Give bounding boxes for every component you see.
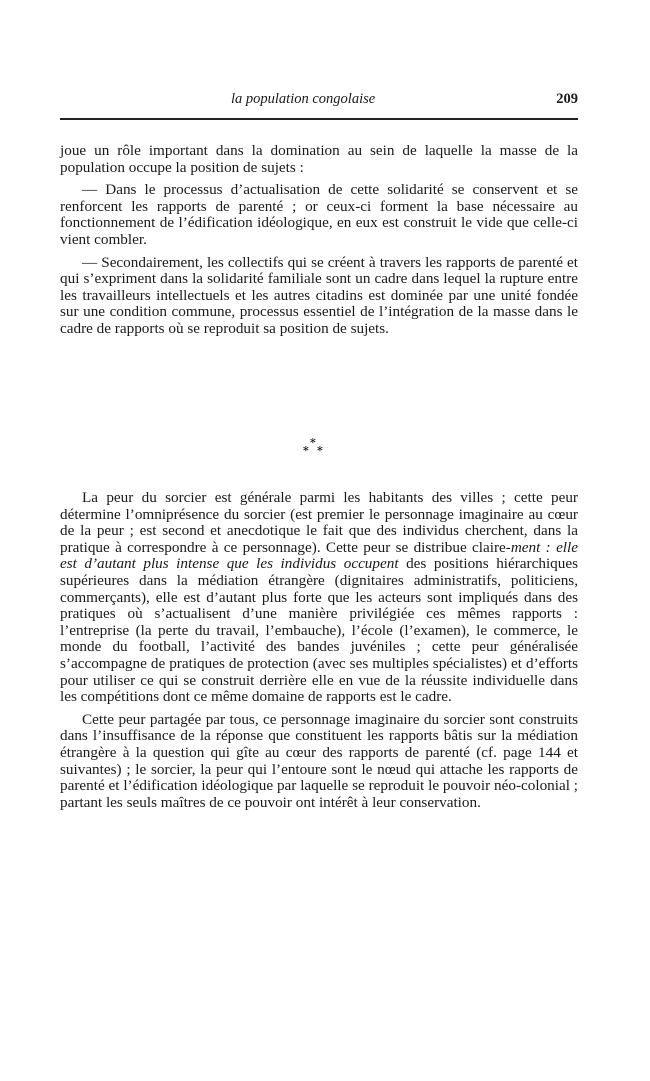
asterisk-icon: * <box>317 444 323 457</box>
paragraph-dash-1: — Dans le processus d’actualisation de cette solidarité se conservent et se renforcent les rapports de parenté ; or ceux-ci forment la base nécessaire au fonctionnement de l’édification idéologique, en eux est construit le vide que celle-ci vient combler. <box>60 181 578 248</box>
paragraph-sorcier-fear <box>60 490 578 706</box>
paragraph-text: La peur du sorcier est générale parmi les habitants des villes ; cette peur détermine l’omniprésence du sorcier (est premier le personnage imaginaire au cœur de la peur ; est second et anecdotique le fait que des individus cherchent, dans la pratique à correspondre à ce personnage). Cette peur se distribue claire- <box>60 489 578 556</box>
asterisk-icon: * <box>303 444 309 457</box>
section-separator-asterism <box>298 435 338 465</box>
italic-emphasis: ment : elle est d’autant plus intense que les individus occupent <box>60 538 578 573</box>
header-rule <box>60 118 578 120</box>
running-title: la population congolaise <box>231 91 376 107</box>
paragraph-dash-2: — Secondairement, les collectifs qui se créent à travers les rapports de parenté et qui s’expriment dans la solidarité familiale sont un cadre dans lequel la rupture entre les travailleurs intellectuels et les autres citadins est dominée par une unité fondée sur une condition commune, processus essentiel de l’intégration de la masse dans le cadre de rapports où se reproduit sa position de sujets. <box>60 253 578 337</box>
paragraph-shared-fear: Cette peur partagée par tous, ce personnage imaginaire du sorcier sont construits dans l’insuffisance de la réponse que constituent les rapports bâtis sur la médiation étrangère à la question qui gîte au cœur des rapports de parenté (cf. page 144 et suivantes) ; le sorcier, la peur qui l’entoure sont le nœud qui attache les rapports de parenté et l’édification idéologique par laquelle se reproduit le pouvoir néo-colonial ; partant les seuls maîtres de ce pouvoir ont intérêt à leur conservation. <box>60 710 578 811</box>
paragraph-text: des positions hiérarchiques supérieures dans la médiation étrangère (dignitaires administratifs, politiciens, commerçants), elle est d’autant plus forte que les acteurs sont impliqués dans des pratiques où s’actualisent d’une manière privilégiée ces mêmes rapports : l’entreprise (la perte du travail, l’embauche), l’école (l’examen), le commerce, le monde du football, l’activité des bandes juvéniles ; cette peur généralisée s’accompagne de pratiques de protection (avec ses multiples spécialistes) et d’efforts pour utiliser ce qui se construit derrière elle en vue de la réussite individuelle dans les compétitions dont ce même domaine de rapports est le cadre. <box>60 555 578 706</box>
page-header <box>60 91 578 113</box>
page-number: 209 <box>556 91 578 107</box>
section-1 <box>60 143 578 338</box>
asterisk-icon: * <box>310 436 316 449</box>
section-2 <box>60 490 578 811</box>
paragraph: joue un rôle important dans la domination au sein de laquelle la masse de la population occupe la position de sujets : <box>60 142 578 176</box>
